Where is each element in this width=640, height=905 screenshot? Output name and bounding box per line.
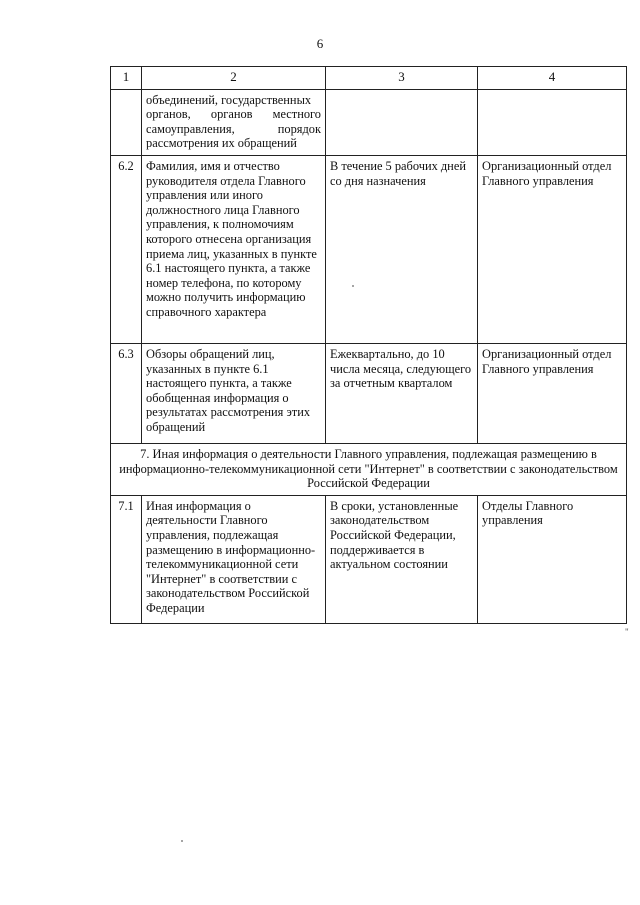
- section-7-title: 7. Иная информация о деятельности Главного управления, подлежащая размещению в информационно-телекоммуникационной сети "Интернет" в соответствии с законодательством Российской Федерации: [111, 443, 627, 495]
- row-item-text: Иная информация о деятельности Главного управления, подлежащая размещению в информационно-телекоммуникационной сети "Интернет" в соответствии с законодательством Российской Федерации: [142, 495, 326, 623]
- row-responsible-text: Отделы Главного управления: [478, 495, 627, 623]
- row-responsible-text: Организационный отдел Главного управления: [478, 343, 627, 443]
- header-col-1: 1: [111, 67, 142, 90]
- row-number: 6.2: [111, 155, 142, 343]
- continuation-line-2: органов, органов местного: [146, 107, 321, 122]
- section-7-row: [111, 443, 627, 495]
- continuation-line-1: объединений, государственных: [146, 92, 312, 107]
- table-row-6-2: [111, 155, 627, 343]
- row-item-text: Фамилия, имя и отчество руководителя отдела Главного управления или иного должностного лица Главного управления, к полномочиям которого отнесена организация приема лиц, указанных в пункте 6.1 настоящего пункта, а также номер телефона, по которому можно получить информацию справочного характера: [142, 155, 326, 343]
- table-header-row: [111, 67, 627, 90]
- closing-quote-mark: ": [625, 627, 629, 637]
- document-table: [110, 66, 627, 624]
- row-term-text: Ежеквартально, до 10 числа месяца, следующего за отчетным кварталом: [326, 343, 478, 443]
- header-col-4: 4: [478, 67, 627, 90]
- table-row-7-1: [111, 495, 627, 623]
- page-number: 6: [316, 36, 324, 51]
- scan-speck: [352, 285, 354, 287]
- header-col-3: 3: [326, 67, 478, 90]
- row-responsible-text: Организационный отдел Главного управления: [478, 155, 627, 343]
- scan-speck: [181, 840, 183, 842]
- row-term-text: В сроки, установленные законодательством Российской Федерации, поддерживается в актуальном состоянии: [326, 495, 478, 623]
- row-item-text: Обзоры обращений лиц, указанных в пункте 6.1 настоящего пункта, а также обобщенная информация о результатах рассмотрения этих обращений: [142, 343, 326, 443]
- row-term-text: В течение 5 рабочих дней со дня назначения: [326, 155, 478, 343]
- continuation-line-4: рассмотрения их обращений: [146, 136, 297, 151]
- continuation-cell: [142, 89, 326, 155]
- table-row-continuation: [111, 89, 627, 155]
- row-number: 6.3: [111, 343, 142, 443]
- continuation-line-3: самоуправления, порядок: [146, 121, 321, 136]
- table-row-6-3: [111, 343, 627, 443]
- header-col-2: 2: [142, 67, 326, 90]
- row-number: 7.1: [111, 495, 142, 623]
